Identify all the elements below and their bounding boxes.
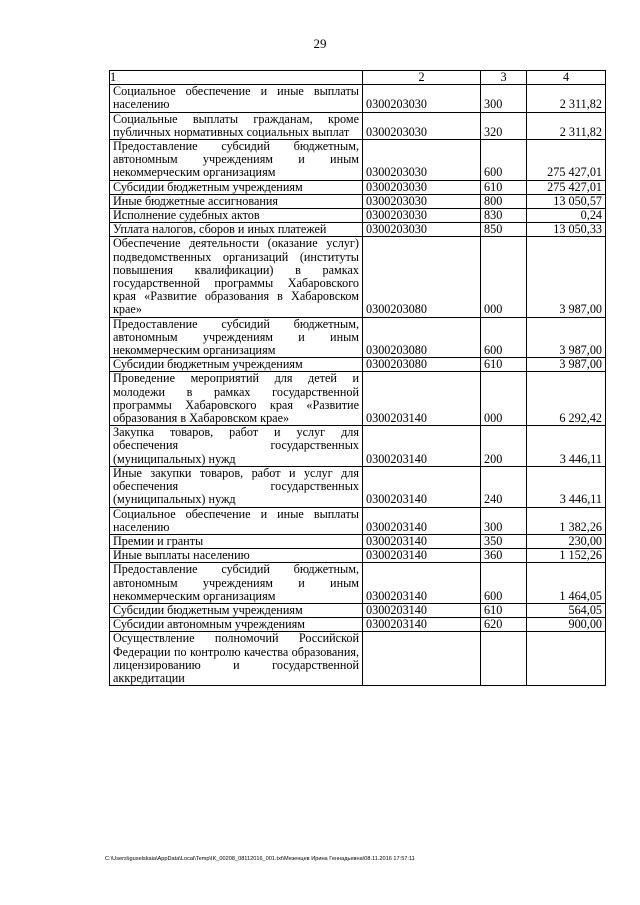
row-name-cell: Социальные выплаты гражданам, кроме публичных нормативных социальных выплат	[110, 112, 363, 139]
table-row	[110, 85, 606, 112]
table-row	[110, 372, 606, 426]
row-amount-cell: 1 464,05	[527, 563, 606, 604]
row-name-cell: Премии и гранты	[110, 534, 363, 548]
row-expense-type-cell: 610	[481, 180, 527, 194]
table-row	[110, 112, 606, 139]
table-row	[110, 466, 606, 507]
row-code-cell: 0300203140	[363, 618, 481, 632]
page-number: 29	[313, 36, 327, 51]
row-expense-type-cell: 300	[481, 85, 527, 112]
row-code-cell: 0300203030	[363, 194, 481, 208]
row-expense-type-cell: 200	[481, 426, 527, 467]
table-row	[110, 426, 606, 467]
table-row	[110, 507, 606, 534]
row-code-cell: 0300203140	[363, 426, 481, 467]
row-expense-type-cell: 600	[481, 317, 527, 358]
row-amount-cell	[527, 632, 606, 686]
row-name-cell: Осуществление полномочий Российской Федерации по контролю качества образования, лицензированию и государственной аккредитации	[110, 632, 363, 686]
row-name-cell: Предоставление субсидий бюджетным, автономным учреждениям и иным некоммерческим организациям	[110, 140, 363, 181]
row-amount-cell: 275 427,01	[527, 180, 606, 194]
row-code-cell: 0300203080	[363, 317, 481, 358]
row-expense-type-cell: 360	[481, 549, 527, 563]
row-amount-cell: 0,24	[527, 209, 606, 223]
table-row	[110, 140, 606, 181]
row-name-cell: Закупка товаров, работ и услуг для обеспечения государственных (муниципальных) нужд	[110, 426, 363, 467]
row-code-cell: 0300203140	[363, 372, 481, 426]
row-name-cell: Субсидии бюджетным учреждениям	[110, 358, 363, 372]
row-expense-type-cell	[481, 632, 527, 686]
row-expense-type-cell: 610	[481, 603, 527, 617]
row-expense-type-cell: 850	[481, 223, 527, 237]
row-amount-cell: 6 292,42	[527, 372, 606, 426]
column-header-4: 4	[527, 71, 606, 85]
row-name-cell: Социальное обеспечение и иные выплаты населению	[110, 507, 363, 534]
row-amount-cell: 275 427,01	[527, 140, 606, 181]
row-code-cell: 0300203080	[363, 237, 481, 317]
row-name-cell: Социальное обеспечение и иные выплаты населению	[110, 85, 363, 112]
row-name-cell: Иные закупки товаров, работ и услуг для обеспечения государственных (муниципальных) нужд	[110, 466, 363, 507]
row-code-cell: 0300203080	[363, 358, 481, 372]
table-row	[110, 618, 606, 632]
column-header-1: 1	[110, 71, 363, 85]
row-amount-cell: 900,00	[527, 618, 606, 632]
row-expense-type-cell: 320	[481, 112, 527, 139]
row-expense-type-cell: 800	[481, 194, 527, 208]
row-code-cell: 0300203140	[363, 534, 481, 548]
row-code-cell: 0300203030	[363, 85, 481, 112]
row-code-cell: 0300203140	[363, 507, 481, 534]
row-code-cell: 0300203030	[363, 223, 481, 237]
row-expense-type-cell: 000	[481, 237, 527, 317]
row-code-cell: 0300203140	[363, 466, 481, 507]
row-name-cell: Проведение мероприятий для детей и молодежи в рамках государственной программы Хабаровского края «Развитие образования в Хабаровском крае»	[110, 372, 363, 426]
file-path-footer: C:\Users\iguselskaia\AppData\Local\Temp\IK_00208_08112016_001.txt\Мезенцев Ирина Геннадьевна\08.11.2016 17:57:11	[105, 856, 415, 862]
row-code-cell: 0300203030	[363, 209, 481, 223]
row-expense-type-cell: 600	[481, 140, 527, 181]
row-name-cell: Исполнение судебных актов	[110, 209, 363, 223]
row-amount-cell: 13 050,57	[527, 194, 606, 208]
table-row	[110, 223, 606, 237]
row-amount-cell: 230,00	[527, 534, 606, 548]
row-amount-cell: 3 987,00	[527, 237, 606, 317]
table-row	[110, 563, 606, 604]
row-amount-cell: 13 050,33	[527, 223, 606, 237]
row-amount-cell: 2 311,82	[527, 112, 606, 139]
row-code-cell: 0300203140	[363, 549, 481, 563]
row-code-cell: 0300203030	[363, 112, 481, 139]
column-header-3: 3	[481, 71, 527, 85]
table-row	[110, 632, 606, 686]
column-header-2: 2	[363, 71, 481, 85]
row-amount-cell: 1 382,26	[527, 507, 606, 534]
table-row	[110, 209, 606, 223]
table-row	[110, 237, 606, 317]
table-row	[110, 358, 606, 372]
row-name-cell: Предоставление субсидий бюджетным, автономным учреждениям и иным некоммерческим организациям	[110, 563, 363, 604]
row-name-cell: Субсидии бюджетным учреждениям	[110, 180, 363, 194]
row-amount-cell: 2 311,82	[527, 85, 606, 112]
table-row	[110, 534, 606, 548]
row-code-cell: 0300203030	[363, 140, 481, 181]
row-name-cell: Предоставление субсидий бюджетным, автономным учреждениям и иным некоммерческим организациям	[110, 317, 363, 358]
row-amount-cell: 564,05	[527, 603, 606, 617]
row-expense-type-cell: 600	[481, 563, 527, 604]
row-code-cell: 0300203140	[363, 563, 481, 604]
row-expense-type-cell: 350	[481, 534, 527, 548]
table-row	[110, 549, 606, 563]
row-code-cell: 0300203140	[363, 603, 481, 617]
row-name-cell: Обеспечение деятельности (оказание услуг) подведомственных организаций (институты повышения квалификации) в рамках государственной программы Хабаровского края «Развитие образования в Хабаровском крае»	[110, 237, 363, 317]
row-expense-type-cell: 830	[481, 209, 527, 223]
row-expense-type-cell: 610	[481, 358, 527, 372]
row-name-cell: Субсидии автономным учреждениям	[110, 618, 363, 632]
row-amount-cell: 1 152,26	[527, 549, 606, 563]
row-expense-type-cell: 000	[481, 372, 527, 426]
row-name-cell: Субсидии бюджетным учреждениям	[110, 603, 363, 617]
table-row	[110, 603, 606, 617]
table-row	[110, 317, 606, 358]
row-expense-type-cell: 620	[481, 618, 527, 632]
row-amount-cell: 3 446,11	[527, 426, 606, 467]
table-row	[110, 194, 606, 208]
row-name-cell: Иные бюджетные ассигнования	[110, 194, 363, 208]
row-code-cell: 0300203030	[363, 180, 481, 194]
row-name-cell: Иные выплаты населению	[110, 549, 363, 563]
row-amount-cell: 3 987,00	[527, 358, 606, 372]
row-expense-type-cell: 300	[481, 507, 527, 534]
row-name-cell: Уплата налогов, сборов и иных платежей	[110, 223, 363, 237]
row-expense-type-cell: 240	[481, 466, 527, 507]
table-header-row	[110, 71, 606, 85]
row-amount-cell: 3 446,11	[527, 466, 606, 507]
row-code-cell	[363, 632, 481, 686]
table-row	[110, 180, 606, 194]
row-amount-cell: 3 987,00	[527, 317, 606, 358]
budget-table	[109, 70, 606, 686]
